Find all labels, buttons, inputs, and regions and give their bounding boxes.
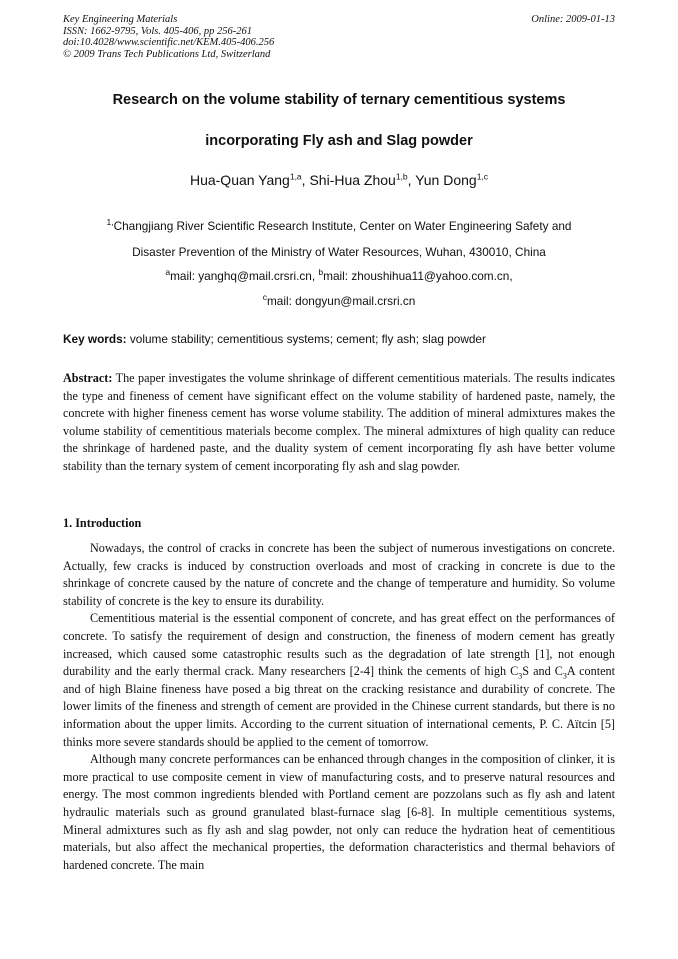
doi-line: doi:10.4028/www.scientific.net/KEM.405-406.256 <box>63 37 275 48</box>
keywords <box>63 332 623 346</box>
subscript: 3 <box>562 671 567 681</box>
abstract <box>63 370 615 476</box>
paragraph: Although many concrete performances can be enhanced through changes in the composition of clinker, it is more practical to use composite cement in view of manufacturing costs, and to preserve natural resources and energy. The most common ingredients blended with Portland cement are pozzolans such as fly ash and latent hydraulic materials such as ground granulated blast-furnace slag [6-8]. In multiple cementitious systems, Mineral admixtures such as fly ash and slag powder, not only can reduce the hydration heat of cementitious materials, but also affect the mechanical properties, the deformation characteristics and thermal behaviors of hardened concrete. The main <box>63 752 615 872</box>
keywords-text: volume stability; cementitious systems; cement; fly ash; slag powder <box>126 332 486 346</box>
journal-header <box>63 14 274 60</box>
author-affiliation-mark: 1,c <box>476 171 489 182</box>
paragraph <box>63 610 615 751</box>
email-c: mail: dongyun@mail.crsri.cn <box>266 294 416 308</box>
journal-name: Key Engineering Materials <box>63 14 178 25</box>
email-line-1 <box>40 269 638 283</box>
author-name: Hua-Quan Yang <box>189 172 290 188</box>
affiliation-text: Changjiang River Scientific Research Institute, Center on Water Engineering Safety and <box>113 219 572 233</box>
affiliation-line-1 <box>40 219 638 233</box>
author-name: Yun Dong <box>415 172 477 188</box>
email-mark: b <box>318 267 324 278</box>
author-affiliation-mark: 1,a <box>289 171 302 182</box>
affiliation-mark: 1, <box>106 217 114 228</box>
paragraph-text: Cementitious material is the essential component of concrete, and has great effect on the performances of concrete. To satisfy the requirement of design and construction, the fineness of modern cement has greatly increased, which caused some catastrophic results such as the degradation of late strength [1], not enough durability and the early thermal crack. Many researchers [2-4] think the cements of high C <box>63 611 615 679</box>
email-line-2 <box>40 294 638 308</box>
online-date: Online: 2009-01-13 <box>531 14 615 25</box>
author-name: Shi-Hua Zhou <box>309 172 396 188</box>
email-mark: a <box>165 267 171 278</box>
email-mark: c <box>262 292 267 303</box>
abstract-label: Abstract: <box>63 371 113 385</box>
subscript: 3 <box>518 671 523 681</box>
author-list: Hua-Quan Yang$^{1,a}$, Shi-Hua Zhou$^{1,b}$, Yun Dong$^{1,c}$ <box>189 171 489 188</box>
section-heading: 1. Introduction <box>63 516 142 530</box>
paragraph-text: S and C <box>522 664 563 679</box>
affiliation-line-2: Disaster Prevention of the Ministry of Water Resources, Wuhan, 430010, China <box>132 245 546 259</box>
paragraph: Nowadays, the control of cracks in concrete has been the subject of numerous investigations on concrete. Actually, few cracks is induced by construction overloads and most of cracking in concrete is due to the shrinkage of concrete caused by the nature of concrete and the change of temperature and humidity. So volume stability of concrete is the key to ensure its durability. <box>63 541 615 608</box>
paragraph-text: A content and of high Blaine fineness have posed a big threat on the cracking resistance and durability of concrete. The lower limits of the fineness and strength of cement are provided in the Chinese current standards, but there is no information about the upper limits. According to the current situation of international cements, P. C. Aïtcin [5] thinks more severe standards should be applied to the cement of tomorrow. <box>63 664 615 749</box>
email-b: mail: zhoushihua11@yahoo.com.cn, <box>323 269 513 283</box>
paper-title-line-1: Research on the volume stability of ternary cementitious systems <box>112 92 566 108</box>
copyright-line: © 2009 Trans Tech Publications Ltd, Switzerland <box>63 48 271 60</box>
introduction-body <box>63 540 615 874</box>
keywords-label: Key words: <box>63 332 127 346</box>
paper-title-line-2: incorporating Fly ash and Slag powder <box>205 133 473 149</box>
author-affiliation-mark: 1,b <box>395 171 408 182</box>
abstract-text: The paper investigates the volume shrinkage of different cementitious materials. The results indicates the type and fineness of cement have significant effect on the volume stability of hardened paste, namely, the concrete with higher fineness cement has worse volume stability. The addition of mineral admixtures makes the volume stability of cementitious materials become complex. The mineral admixtures of high quality can reduce the shrinkage of hardened paste, and the duality system of cement incorporating fly ash have better volume stability than the ternary system of cement incorporating fly ash and slag powder. <box>63 371 615 473</box>
issn-line: ISSN: 1662-9795, Vols. 405-406, pp 256-261 <box>63 25 252 37</box>
email-a: mail: yanghq@mail.crsri.cn, <box>170 269 319 283</box>
